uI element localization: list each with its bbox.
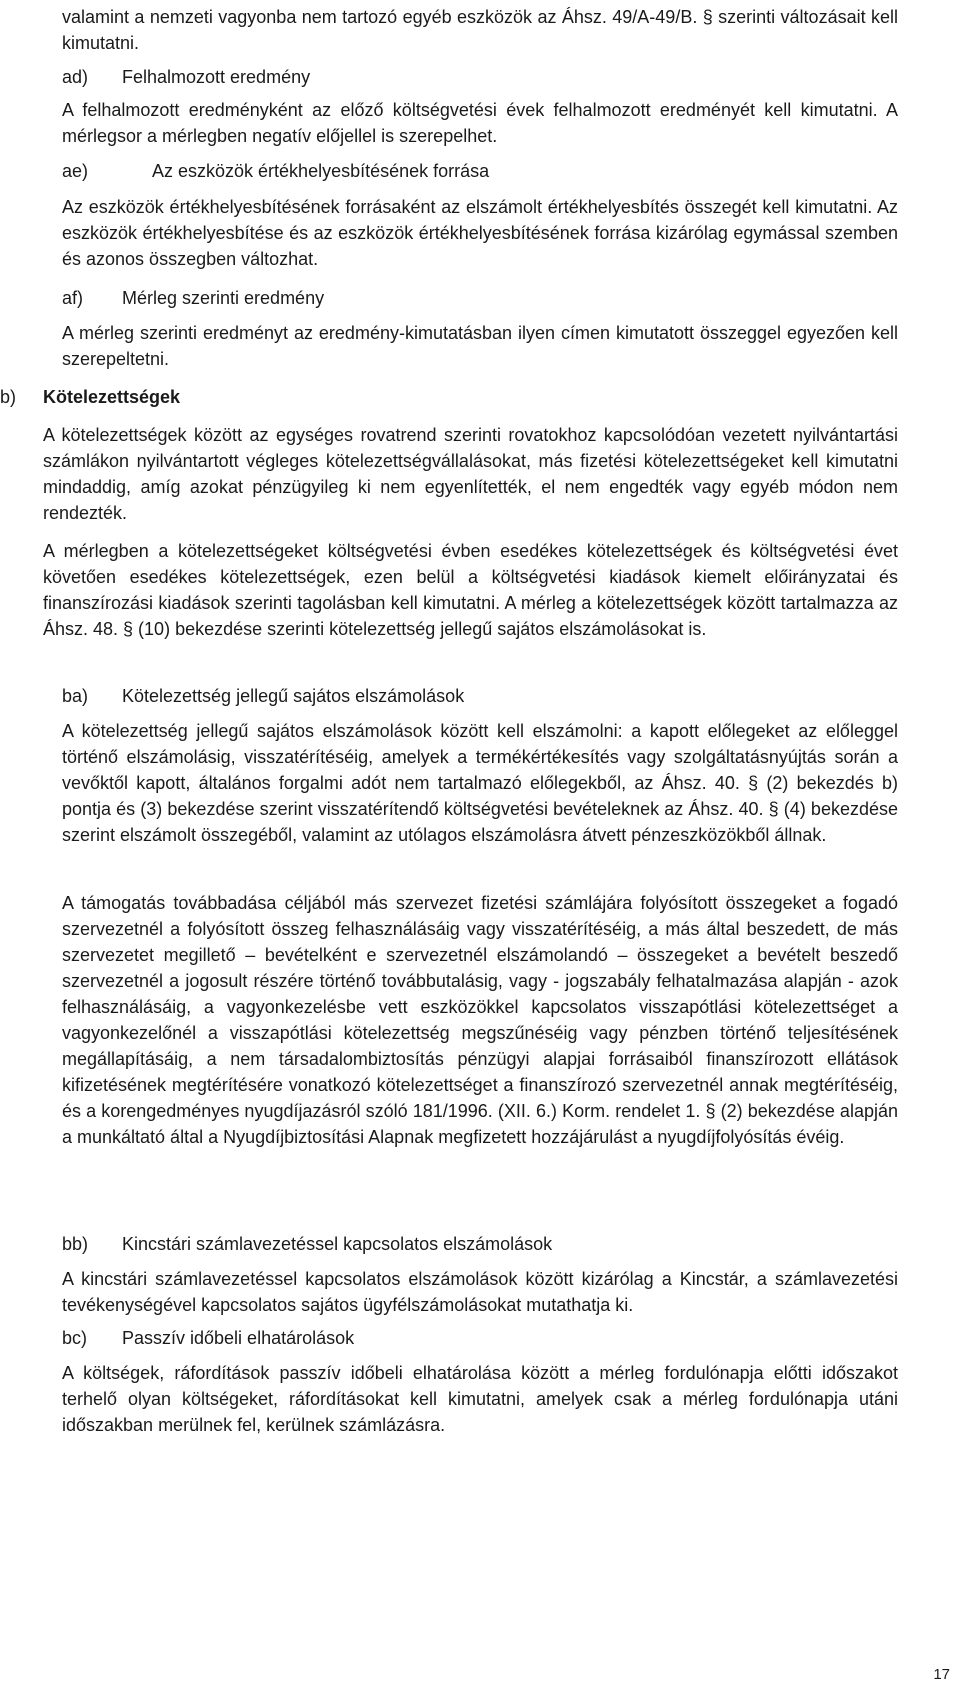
section-bc-text: A költségek, ráfordítások passzív időbeli elhatárolása között a mérleg fordulónapja előtti időszakot terhelő olyan költségeket, ráfordításokat kell kimutatni, amelyek csak a mérleg fordulónapja utáni időszakban merülnek fel, kerülnek számlázásra. [62, 1363, 898, 1435]
section-ba-paragraph-2: A támogatás továbbadása céljából más szervezet fizetési számlájára folyósított összegeket a fogadó szervezetnél a folyósított összeg felhasználásáig vagy visszatérítéséig, a más által beszedett, de más szervezetet megillető – bevételként e szervezetnél elszámolandó – összegeket a bevételt beszedő szervezetnél a jogosult részére történő továbbutalásig, vagy - jogszabály felhatalmazása alapján - azok felhasználásáig, a vagyonkezelésbe vett eszközökkel kapcsolatos visszapótlási kötelezettséget a vagyonkezelőnél a visszapótlási kötelezettség megszűnéséig vagy pénzben történő teljesítésének megállapításáig, a nem társadalombiztosítás pénzügyi alapjai forrásaiból finanszírozott ellátások kifizetésének megtérítésére vonatkozó kötelezettséget a finanszírozó szervezetnél annak megtérítéséig, és a korengedményes nyugdíjazásról szóló 181/1996. (XII. 6.) Korm. rendelet 1. § (2) bekezdése alapján a munkáltató által a Nyugdíjbiztosítási Alapnak megfizetett hozzájárulást a nyugdíjfolyósítás évéig. [62, 893, 898, 1147]
section-bb-heading [62, 1231, 552, 1257]
section-ba-paragraph-1: A kötelezettség jellegű sajátos elszámolások között kell elszámolni: a kapott előlegeket az előleggel történő elszámolásig, visszatérítéséig, amelyek a termékértékesítés vagy szolgáltatásnyújtás során a vevőktől kapott, általános forgalmi adót nem tartalmazó előlegekből, az Áhsz. 40. § (2) bekezdés b) pontja és (3) bekezdése szerint visszatérítendő költségvetési bevételeknek az Áhsz. 40. § (4) bekezdése szerint elszámolt összegéből, valamint az utólagos elszámolásra átvett pénzeszközökből állnak. [62, 721, 898, 845]
section-b-title: Kötelezettségek [43, 387, 181, 407]
section-af-label: af) [62, 288, 84, 308]
section-ad-heading [62, 64, 310, 90]
section-b-paragraph-2: A mérlegben a kötelezettségeket költségvetési évben esedékes kötelezettségek és költségvetési évet követően esedékes kötelezettségek, ezen belül a költségvetési kiadások kiemelt előirányzatai és finanszírozási kiadások szerinti tagolásban kell kimutatni. A mérleg a kötelezettségek között tartalmazza az Áhsz. 48. § (10) bekezdése szerinti kötelezettség jellegű sajátos elszámolásokat is. [43, 541, 898, 639]
section-b-paragraph-1: A kötelezettségek között az egységes rovatrend szerinti rovatokhoz kapcsolódóan vezetett nyilvántartási számlákon nyilvántartott végleges kötelezettségvállalásokat, más fizetési kötelezettségeket kell kimutatni mindaddig, amíg azokat pénzügyileg ki nem egyenlítették, el nem engedték vagy egyéb módon nem rendezték. [43, 425, 898, 523]
section-ad-label: ad) [62, 67, 89, 87]
section-ba-heading [62, 683, 464, 709]
section-ad-text: A felhalmozott eredményként az előző költségvetési évek felhalmozott eredményét kell kimutatni. A mérlegsor a mérlegben negatív előjellel is szerepelhet. [62, 100, 898, 146]
section-ba-label: ba) [62, 686, 89, 706]
section-bc-heading [62, 1325, 354, 1351]
section-ba-title: Kötelezettség jellegű sajátos elszámolások [122, 686, 465, 706]
section-ae-title: Az eszközök értékhelyesbítésének forrása [152, 161, 490, 181]
section-ae-heading [62, 158, 489, 184]
section-af-heading [62, 285, 324, 311]
page-number: 17 [933, 1666, 950, 1683]
section-bb-label: bb) [62, 1234, 89, 1254]
section-bb-title: Kincstári számlavezetéssel kapcsolatos elszámolások [122, 1234, 553, 1254]
section-bc-title: Passzív időbeli elhatárolások [122, 1328, 355, 1348]
paragraph-intro: valamint a nemzeti vagyonba nem tartozó egyéb eszközök az Áhsz. 49/A-49/B. § szerinti változásait kell kimutatni. [62, 7, 898, 53]
section-ae-text: Az eszközök értékhelyesbítésének forrásaként az elszámolt értékhelyesbítés összegét kell kimutatni. Az eszközök értékhelyesbítése és az eszközök értékhelyesbítésének forrása kizárólag egymással szemben és azonos összegben változhat. [62, 197, 898, 269]
section-ad-title: Felhalmozott eredmény [122, 67, 311, 87]
section-bc-label: bc) [62, 1328, 88, 1348]
section-bb-text: A kincstári számlavezetéssel kapcsolatos elszámolások között kizárólag a Kincstár, a számlavezetési tevékenységével kapcsolatos sajátos ügyfélszámolásokat mutathatja ki. [62, 1269, 898, 1315]
section-b-label: b) [0, 387, 17, 407]
section-ae-label: ae) [62, 161, 89, 181]
section-af-text: A mérleg szerinti eredményt az eredmény-kimutatásban ilyen címen kimutatott összeggel egyezően kell szerepeltetni. [62, 323, 898, 369]
section-b-heading [0, 384, 180, 410]
section-af-title: Mérleg szerinti eredmény [122, 288, 325, 308]
